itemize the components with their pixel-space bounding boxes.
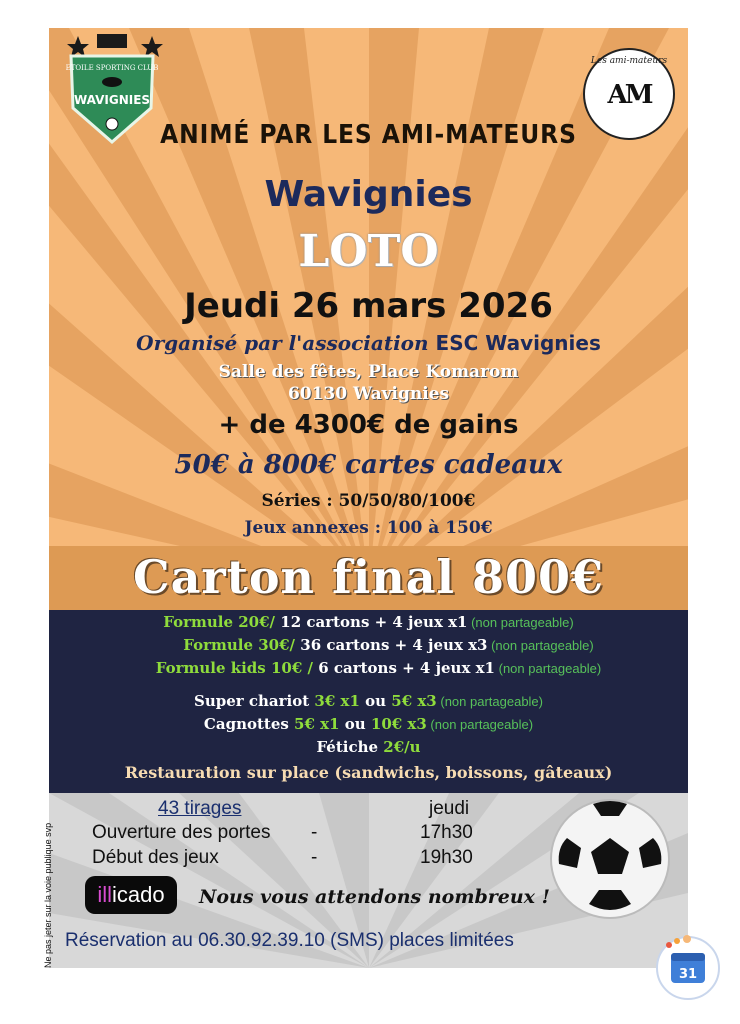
schedule-row-label: Début des jeux [92,847,219,868]
loto-poster [49,28,688,968]
formule-note: (non partageable) [467,615,574,630]
gains-line: + de 4300€ de gains [218,410,519,440]
tirages-label: 43 tirages [158,798,242,819]
carton-final-title: Carton final 800€ [132,550,605,604]
cagnottes-price-2: 10€ x3 [370,715,427,733]
fetiche-price: 2€/u [383,738,421,756]
jeux-annexes-line: Jeux annexes : 100 à 150€ [244,518,493,538]
formule-note: (non partageable) [495,661,602,676]
chariot-or: ou [359,692,392,710]
cagnottes-price-1: 5€ x1 [294,715,340,733]
series-line: Séries : 50/50/80/100€ [261,491,476,511]
formule-row [49,613,688,631]
cagnottes-or: ou [339,715,371,733]
fetiche-row [49,738,688,756]
city-title: Wavignies [264,174,473,215]
anime-par-heading: ANIMÉ PAR LES AMI-MATEURS [160,120,577,150]
chariot-label: Super chariot [194,692,315,710]
club-logo-top-text: ETOILE SPORTING CLUB [65,64,159,72]
club-logo-name: WAVIGNIES [73,93,151,107]
chariot-price-2: 5€ x3 [391,692,437,710]
event-date: Jeudi 26 mars 2026 [184,286,553,326]
vertical-note: Ne pas jeter sur la voie publique svp [43,822,53,968]
cagnottes-note: (non partageable) [426,717,534,732]
formule-detail: 36 cartons + 4 jeux x3 [295,636,488,654]
chariot-note: (non partageable) [436,694,543,709]
soccer-ball-icon [549,798,671,920]
cartes-cadeaux-line: 50€ à 800€ cartes cadeaux [174,450,563,480]
schedule-day: jeudi [429,798,470,819]
ami-logo-ring-text: Les ami-mateurs [590,56,668,66]
formule-row [59,659,688,677]
schedule-row-sep: - [311,847,318,868]
ami-logo-monogram: AM [607,80,651,110]
schedule-row-time: 19h30 [420,847,473,868]
cagnottes-label: Cagnottes [203,715,295,733]
calendar-day: 31 [678,967,698,982]
chariot-price-1: 3€ x1 [314,692,360,710]
formule-note: (non partageable) [487,638,594,653]
loto-title: LOTO [298,226,439,277]
illicado-prefix: ill [97,882,113,907]
schedule-row-label: Ouverture des portes [92,822,271,843]
organizer-name: ESC Wavignies [435,331,601,355]
formule-detail: 12 cartons + 4 jeux x1 [275,613,468,631]
address-line-2: 60130 Wavignies [287,384,450,404]
schedule-row-time: 17h30 [420,822,473,843]
address-line-1: Salle des fêtes, Place Komarom [218,362,519,382]
reservation-line: Réservation au 06.30.92.39.10 (SMS) places limitées [65,930,514,951]
fetiche-label: Fétiche [316,738,384,756]
formule-detail: 6 cartons + 4 jeux x1 [312,659,495,677]
restauration-line: Restauration sur place (sandwichs, boissons, gâteaux) [124,763,613,782]
schedule-row-sep: - [311,822,318,843]
illicado-rest: icado [112,882,165,907]
organizer-prefix: Organisé par l'association [136,331,429,355]
formule-label: Formule kids 10€ / [155,659,313,677]
calendar-icon[interactable] [655,935,721,1001]
formule-row [69,636,688,654]
organizer-line [49,331,688,355]
attendons-line: Nous vous attendons nombreux ! [199,886,550,908]
formule-label: Formule 30€/ [183,636,296,654]
illicado-logo [85,876,177,914]
cagnottes-row [49,715,688,733]
formule-label: Formule 20€/ [163,613,276,631]
super-chariot-row [49,692,688,710]
